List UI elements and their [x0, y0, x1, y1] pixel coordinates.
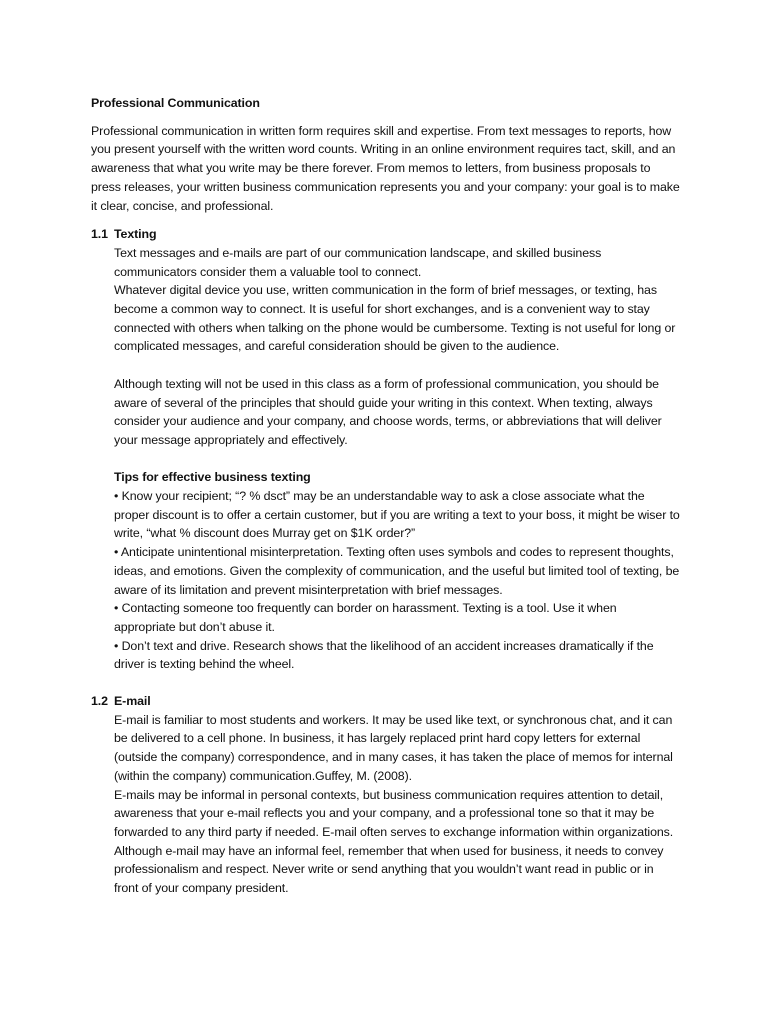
document-content — [91, 94, 681, 898]
tip-bullet: • Anticipate unintentional misinterpretation. Texting often uses symbols and codes to represent thoughts, ideas, and emotions. Given the complexity of communication, and the useful but limited tool of texting, be aware of its limitation and prevent misinterpretation with brief messages. — [114, 545, 680, 597]
paragraph: E-mail is familiar to most students and workers. It may be used like text, or synchronous chat, and it can be delivered to a cell phone. In business, it has largely replaced print hard copy letters for external (outside the company) correspondence, and in many cases, it has taken the place of memos for internal (within the company) communication.Guffey, M. (2008). — [114, 712, 673, 783]
section-body-texting — [114, 244, 681, 674]
section-title: Texting — [114, 227, 157, 242]
tip-bullet: • Don’t text and drive. Research shows that the likelihood of an accident increases dramatically if the driver is texting behind the wheel. — [114, 638, 654, 672]
paragraph: Although texting will not be used in this class as a form of professional communication, you should be aware of several of the principles that should guide your writing in this context. When texting, always consider your audience and your company, and choose words, terms, or abbreviations that will deliver your message appropriately and effectively. — [114, 376, 662, 447]
section-number: 1.1 — [91, 227, 108, 242]
spacer — [114, 356, 681, 375]
section-title: E-mail — [114, 694, 151, 709]
paragraph: Whatever digital device you use, written communication in the form of brief messages, or texting, has become a common way to connect. It is useful for short exchanges, and is a convenient way to stay connected with others when talking on the phone would be cumbersome. Texting is not useful for long or complicated messages, and careful consideration should be given to the audience. — [114, 283, 676, 354]
paragraph: Text messages and e-mails are part of our communication landscape, and skilled business communicators consider them a valuable tool to connect. — [114, 245, 602, 279]
section-number: 1.2 — [91, 694, 108, 709]
spacer — [114, 450, 681, 469]
spacer — [91, 674, 681, 692]
paragraph: E-mails may be informal in personal contexts, but business communication requires attention to detail, awareness that your e-mail reflects you and your company, and a professional tone so that it may be forwarded to any third party if needed. E-mail often serves to exchange information within organizations. Although e-mail may have an informal feel, remember that when used for business, it needs to convey professionalism and respect. Never write or send anything that you wouldn’t want read in public or in front of your company president. — [114, 787, 674, 896]
tip-bullet: • Contacting someone too frequently can border on harassment. Texting is a tool. Use it when appropriate but don’t abuse it. — [114, 601, 617, 634]
section-heading-email — [91, 692, 681, 711]
intro-paragraph: Professional communication in written form requires skill and expertise. From text messages to reports, how you present yourself with the written word counts. Writing in an online environment requires tact, skill, and an awareness that what you write may be there forever. From memos to letters, from business proposals to press releases, your written business communication represents you and your company: your goal is to make it clear, concise, and professional. — [91, 123, 680, 213]
tips-heading: Tips for effective business texting — [114, 470, 311, 485]
section-heading-texting — [91, 225, 681, 244]
document-title: Professional Communication — [91, 96, 260, 110]
tip-bullet: • Know your recipient; “? % dsct” may be an understandable way to ask a close associate what the proper discount is to offer a certain customer, but if you are writing a text to your boss, it might be wiser to write, “what % discount does Murray get on $1K order?” — [114, 489, 680, 541]
section-body-email — [114, 711, 681, 898]
